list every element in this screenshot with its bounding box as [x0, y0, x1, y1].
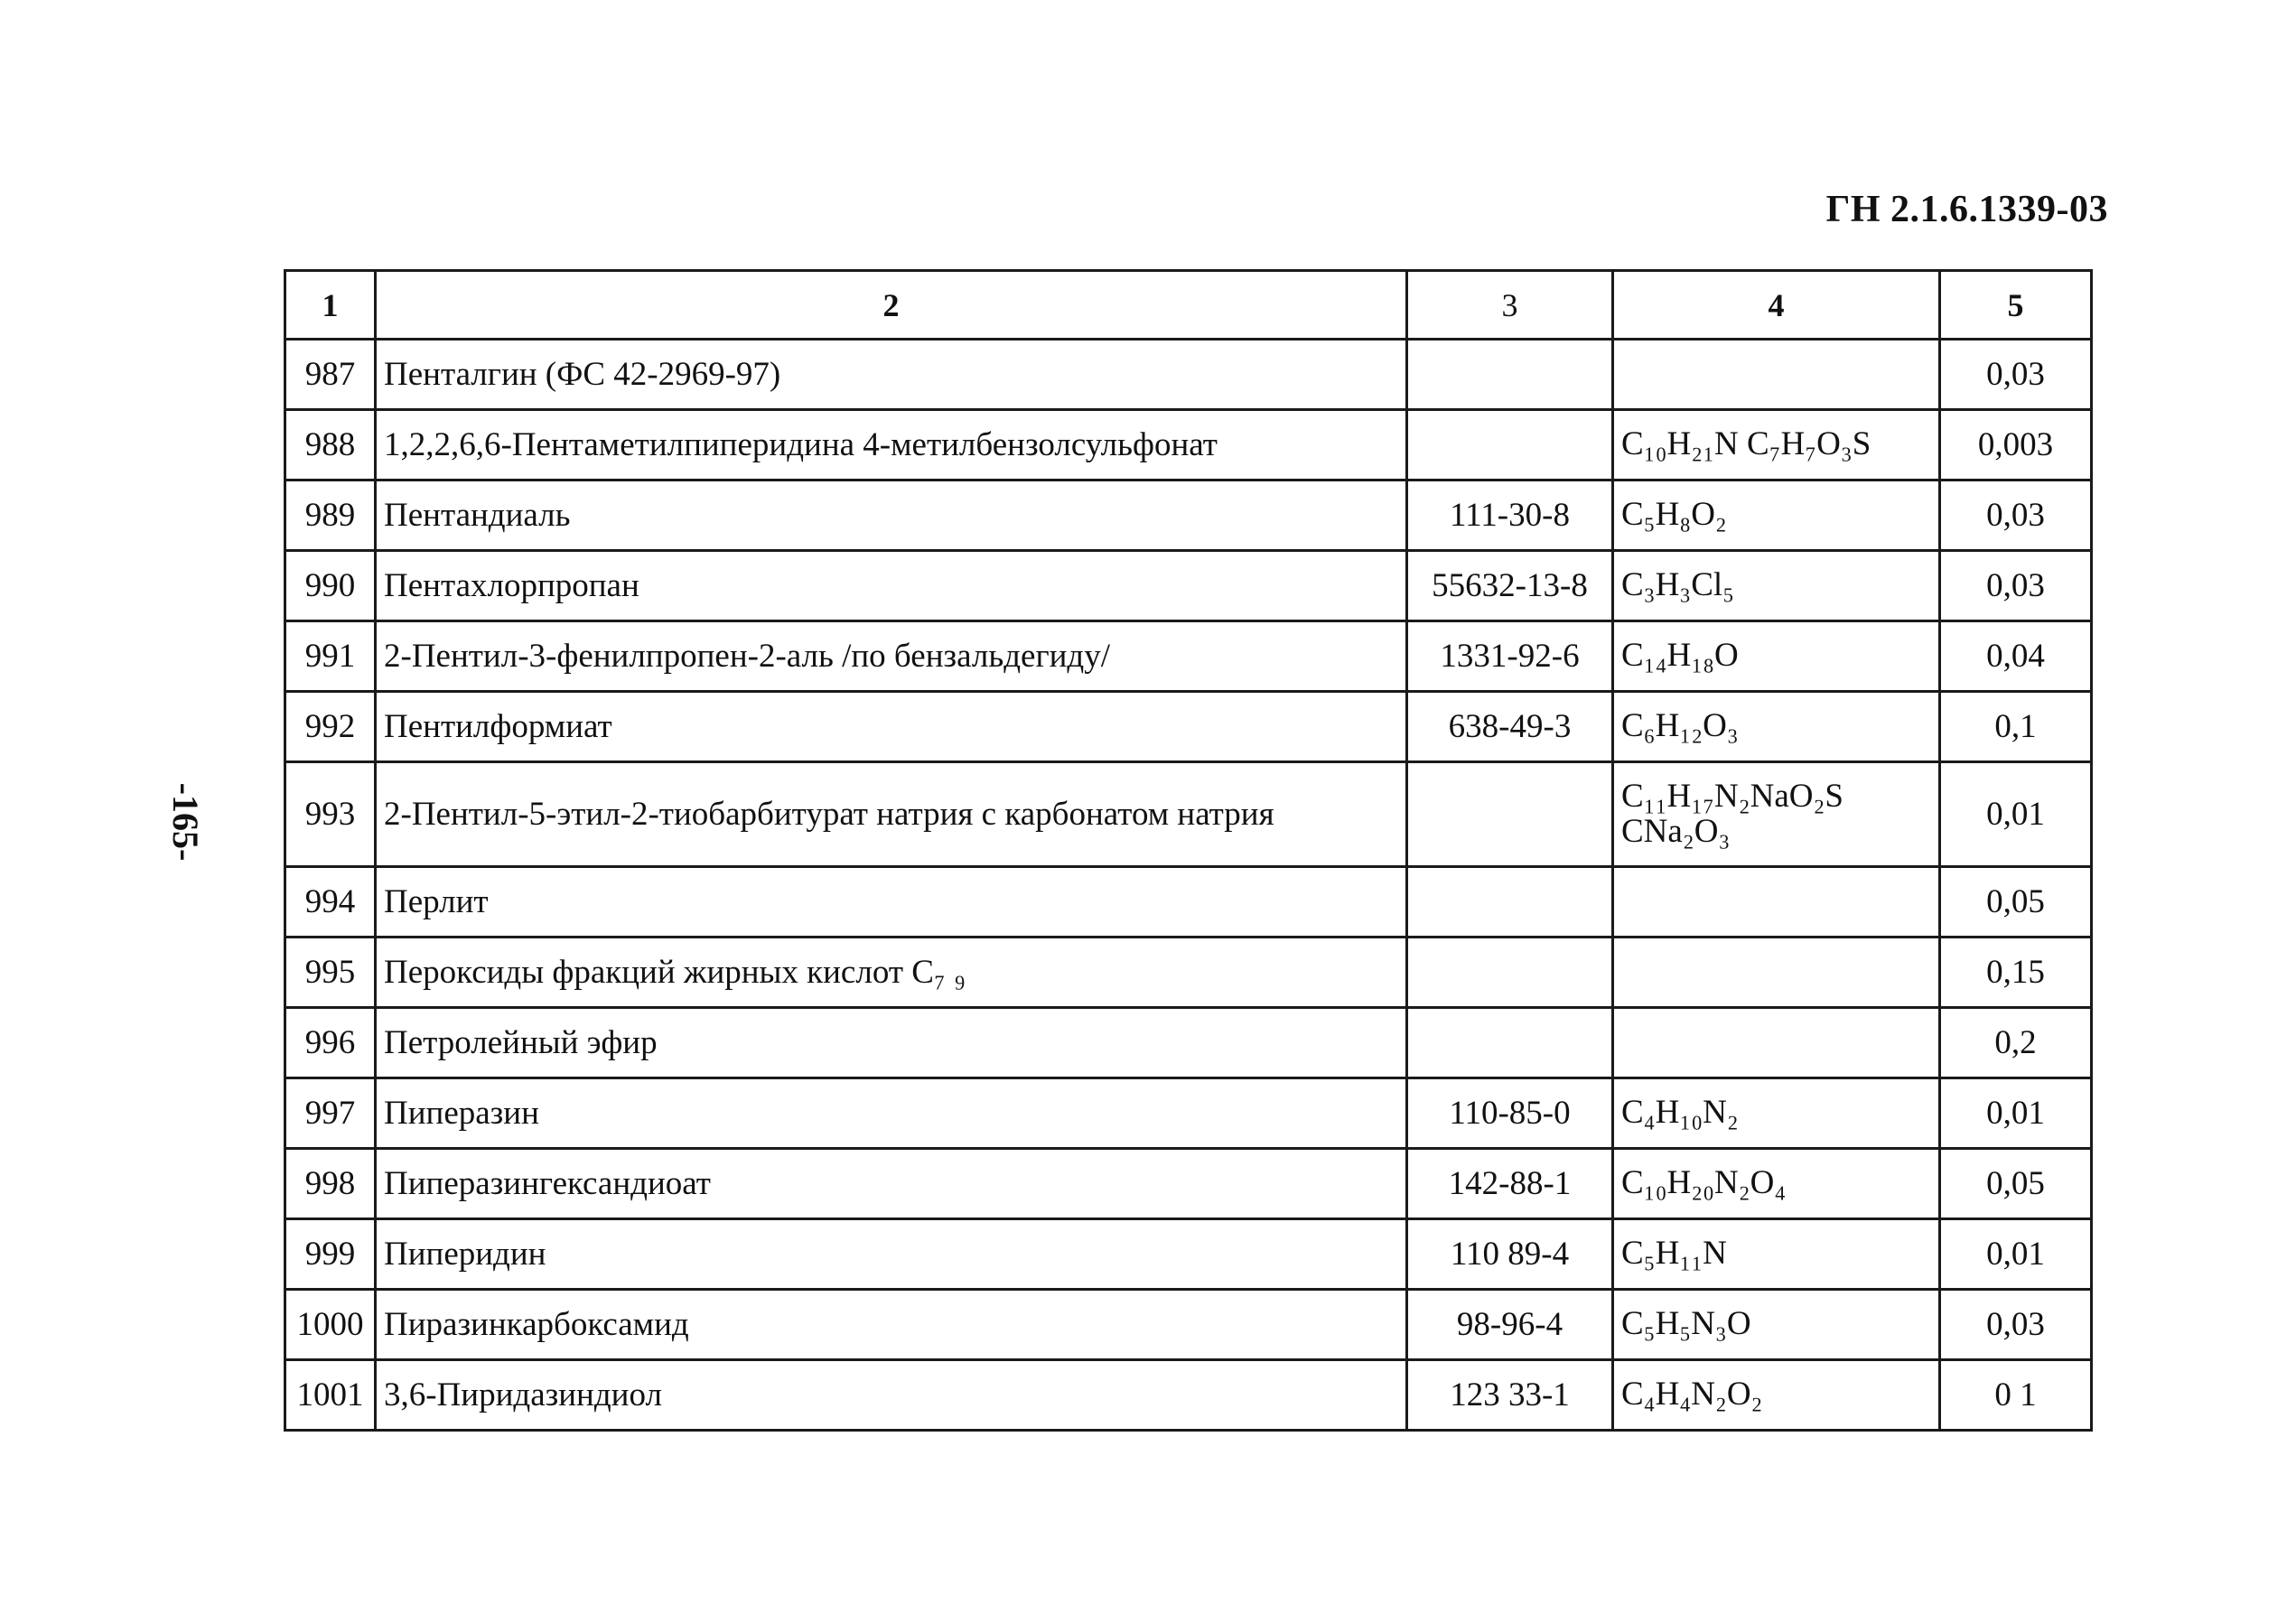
column-header-5: 5 [1940, 271, 2092, 340]
mac-value-cell: 0,03 [1940, 340, 2092, 410]
mac-value-cell: 0,01 [1940, 762, 2092, 867]
row-number-cell: 1001 [285, 1360, 376, 1431]
cas-number-cell: 638-49-3 [1407, 692, 1613, 762]
formula-cell [1613, 1008, 1940, 1078]
cas-number-cell [1407, 1008, 1613, 1078]
mac-value-cell: 0,03 [1940, 551, 2092, 621]
formula-cell [1613, 692, 1940, 762]
substance-name-cell: Пиперазингександиоат [376, 1149, 1407, 1219]
table-row [285, 867, 2092, 938]
formula-line: C₁₄H₁₈O [1621, 637, 1739, 675]
mac-value-cell: 0,2 [1940, 1008, 2092, 1078]
mac-value-cell: 0 1 [1940, 1360, 2092, 1431]
document-code: ГН 2.1.6.1339-03 [1825, 189, 2108, 230]
row-number-cell: 992 [285, 692, 376, 762]
row-number-cell: 989 [285, 480, 376, 551]
cas-number-cell [1407, 340, 1613, 410]
table-body [285, 340, 2092, 1431]
cas-number-cell: 98-96-4 [1407, 1290, 1613, 1360]
formula-cell [1613, 340, 1940, 410]
row-number-cell: 991 [285, 621, 376, 692]
column-header-3: 3 [1407, 271, 1613, 340]
substance-name-cell: 1,2,2,6,6-Пентаметилпиперидина 4-метилбензолсульфонат [376, 410, 1407, 480]
substance-name-cell: Пиразинкарбоксамид [376, 1290, 1407, 1360]
formula-line: CNa₂O₃ [1621, 812, 1731, 850]
column-header-4: 4 [1613, 271, 1940, 340]
mac-value-cell: 0,1 [1940, 692, 2092, 762]
formula-cell [1613, 762, 1940, 867]
cas-number-cell: 110 89-4 [1407, 1219, 1613, 1290]
row-number-cell: 994 [285, 867, 376, 938]
formula-line: C₆H₁₂O₃ [1621, 707, 1739, 745]
table-header-row [285, 271, 2092, 340]
column-header-2: 2 [376, 271, 1407, 340]
substance-name-cell: Пенталгин (ФС 42-2969-97) [376, 340, 1407, 410]
formula-cell [1613, 1078, 1940, 1149]
formula-cell [1613, 551, 1940, 621]
formula-cell [1613, 1290, 1940, 1360]
cas-number-cell: 1331-92-6 [1407, 621, 1613, 692]
formula-cell [1613, 938, 1940, 1008]
row-number-cell: 987 [285, 340, 376, 410]
formula-line: C₅H₅N₃O [1621, 1305, 1751, 1343]
mac-value-cell: 0,003 [1940, 410, 2092, 480]
formula-line: C₄H₄N₂O₂ [1621, 1376, 1763, 1413]
table-row [285, 1008, 2092, 1078]
substance-name-cell: Пиперидин [376, 1219, 1407, 1290]
substance-name-cell: 2-Пентил-3-фенилпропен-2-аль /по бензальдегиду/ [376, 621, 1407, 692]
row-number-cell: 997 [285, 1078, 376, 1149]
table-row [285, 1078, 2092, 1149]
table-row [285, 1290, 2092, 1360]
page-number: -165- [165, 782, 206, 862]
table-row [285, 1219, 2092, 1290]
formula-line: C₁₀H₂₀N₂O₄ [1621, 1164, 1787, 1202]
formula-line: C₅H₁₁N [1621, 1235, 1727, 1273]
table-row [285, 762, 2092, 867]
table-row [285, 340, 2092, 410]
cas-number-cell [1407, 410, 1613, 480]
mac-value-cell: 0,01 [1940, 1078, 2092, 1149]
substance-name-cell: Перлит [376, 867, 1407, 938]
formula-cell [1613, 621, 1940, 692]
mac-value-cell: 0,03 [1940, 480, 2092, 551]
formula-cell [1613, 867, 1940, 938]
cas-number-cell [1407, 867, 1613, 938]
column-header-1: 1 [285, 271, 376, 340]
row-number-cell: 995 [285, 938, 376, 1008]
mac-value-cell: 0,04 [1940, 621, 2092, 692]
table-row [285, 692, 2092, 762]
cas-number-cell: 110-85-0 [1407, 1078, 1613, 1149]
row-number-cell: 993 [285, 762, 376, 867]
formula-line: C₁₀H₂₁N C₇H₇O₃S [1621, 425, 1871, 463]
table-row [285, 1149, 2092, 1219]
formula-cell [1613, 1360, 1940, 1431]
formula-cell [1613, 1219, 1940, 1290]
substances-table [284, 269, 2093, 1432]
substance-name-cell: Петролейный эфир [376, 1008, 1407, 1078]
formula-cell [1613, 480, 1940, 551]
table-row [285, 938, 2092, 1008]
formula-line: C₃H₃Cl₅ [1621, 566, 1735, 604]
row-number-cell: 998 [285, 1149, 376, 1219]
cas-number-cell: 142-88-1 [1407, 1149, 1613, 1219]
formula-line: C₄H₁₀N₂ [1621, 1094, 1739, 1132]
formula-cell [1613, 410, 1940, 480]
substance-name-cell: Пентилформиат [376, 692, 1407, 762]
mac-value-cell: 0,05 [1940, 1149, 2092, 1219]
row-number-cell: 996 [285, 1008, 376, 1078]
cas-number-cell: 111-30-8 [1407, 480, 1613, 551]
substance-name-cell: Пероксиды фракций жирных кислот C₇ ₉ [376, 938, 1407, 1008]
substance-name-cell: 3,6-Пиридазиндиол [376, 1360, 1407, 1431]
cas-number-cell [1407, 938, 1613, 1008]
substance-name-cell: Пентандиаль [376, 480, 1407, 551]
mac-value-cell: 0,01 [1940, 1219, 2092, 1290]
substance-name-cell: Пиперазин [376, 1078, 1407, 1149]
row-number-cell: 1000 [285, 1290, 376, 1360]
formula-line: C₅H₈O₂ [1621, 496, 1727, 534]
table-row [285, 621, 2092, 692]
row-number-cell: 999 [285, 1219, 376, 1290]
substance-name-cell: Пентахлорпропан [376, 551, 1407, 621]
substance-name-cell: 2-Пентил-5-этил-2-тиобарбитурат натрия с карбонатом натрия [376, 762, 1407, 867]
table-row [285, 551, 2092, 621]
mac-value-cell: 0,03 [1940, 1290, 2092, 1360]
cas-number-cell: 123 33-1 [1407, 1360, 1613, 1431]
table-row [285, 480, 2092, 551]
table-row [285, 410, 2092, 480]
mac-value-cell: 0,15 [1940, 938, 2092, 1008]
formula-line: C₁₁H₁₇N₂NaO₂S [1621, 777, 1843, 815]
cas-number-cell: 55632-13-8 [1407, 551, 1613, 621]
row-number-cell: 988 [285, 410, 376, 480]
cas-number-cell [1407, 762, 1613, 867]
row-number-cell: 990 [285, 551, 376, 621]
table-row [285, 1360, 2092, 1431]
formula-cell [1613, 1149, 1940, 1219]
mac-value-cell: 0,05 [1940, 867, 2092, 938]
